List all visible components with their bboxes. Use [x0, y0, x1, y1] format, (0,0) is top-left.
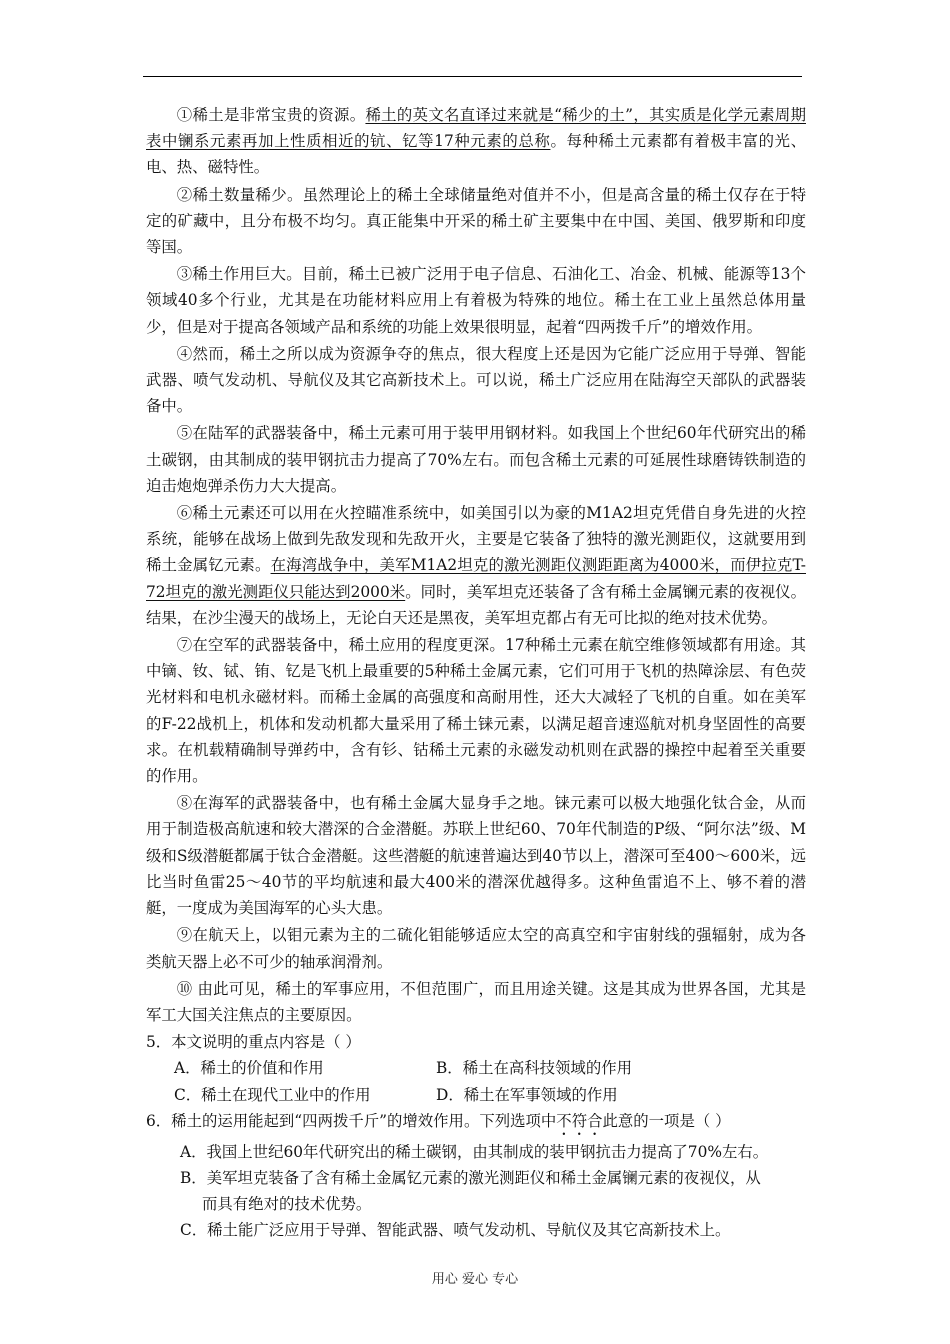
question-6-option-b-continued: 而具有绝对的技术优势。	[202, 1195, 372, 1214]
paragraph-2: ②稀土数量稀少。虽然理论上的稀土全球储量绝对值并不小，但是高含量的稀土仅存在于特定的矿藏中，且分布极不均匀。真正能集中开采的稀土矿主要集中在中国、美国、俄罗斯和印度等国。	[146, 185, 806, 257]
paragraph-1-tail: 。每种稀土元素都有着极丰富的光、电、热、磁特性。	[146, 132, 806, 177]
paragraph-10: ⑩ 由此可见，稀土的军事应用，不但范围广，而且用途关键。这是其成为世界各国，尤其是军工大国关注焦点的主要原因。	[146, 979, 806, 1024]
paragraph-6-underlined: 在海湾战争中，美军M1A2坦克的激光测距仪测距距离为4000米，而伊拉克T-72坦克的激光测距仪只能达到2000米	[146, 556, 806, 601]
question-6-stem-lead: 6．稀土的运用能起到“四两拨千斤”的增效作用。下列选项中	[146, 1111, 557, 1130]
paragraph-7: ⑦在空军的武器装备中，稀土应用的程度更深。17种稀土元素在航空维修领域都有用途。其中镝、钕、铽、铕、钇是飞机上最重要的5种稀土金属元素，它们可用于飞机的热障涂层、有色荧光材料和电机永磁材料。而稀土金属的高强度和高耐用性，还大大减轻了飞机的自重。如在美军的F-22战机上，机体和发动机都大量采用了稀土铼元素，以满足超音速巡航对机身坚固性的高要求。在机载精确制导弹药中，含有钐、钴稀土元素的永磁发动机则在武器的操控中起着至关重要的作用。	[146, 636, 806, 786]
paragraph-6	[146, 500, 806, 631]
question-5-options	[146, 1055, 806, 1107]
paragraph-1-underlined: 稀土的英文名直译过来就是“稀少的土”，其实质是化学元素周期表中镧系元素再加上性质相近的钪、钇等17种元素的总称	[146, 106, 806, 151]
paragraph-8: ⑧在海军的武器装备中，也有稀土金属大显身手之地。铼元素可以极大地强化钛合金，从而用于制造极高航速和较大潜深的合金潜艇。苏联上世纪60、70年代制造的P级、“阿尔法”级、M级和S级潜艇都属于钛合金潜艇。这些潜艇的航速普遍达到40节以上，潜深可至400～600米，远比当时鱼雷25～40节的平均航速和最大400米的潜深优越得多。这种鱼雷追不上、够不着的潜艇，一度成为美国海军的心头大患。	[146, 794, 806, 918]
paragraph-4: ④然而，稀土之所以成为资源争夺的焦点，很大程度上还是因为它能广泛应用于导弹、智能武器、喷气发动机、导航仪及其它高新技术上。可以说，稀土广泛应用在陆海空天部队的武器装备中。	[146, 344, 806, 416]
paragraph-6-tail: 。同时，美军坦克还装备了含有稀土金属镧元素的夜视仪。结果，在沙尘漫天的战场上，无论白天还是黑夜，美军坦克都占有无可比拟的绝对技术优势。	[146, 582, 806, 627]
paragraph-9: ⑨在航天上，以钼元素为主的二硫化钼能够适应太空的高真空和宇宙射线的强辐射，成为各类航天器上必不可少的轴承润滑剂。	[146, 926, 806, 971]
paragraph-3: ③稀土作用巨大。目前，稀土已被广泛用于电子信息、石油化工、冶金、机械、能源等13个领域40多个行业，尤其是在功能材料应用上有着极为特殊的地位。稀土在工业上虽然总体用量少，但是对于提高各领域产品和系统的功能上效果很明显，起着“四两拨千斤”的增效作用。	[146, 265, 806, 336]
header-rule	[143, 76, 802, 77]
paragraph-6-lead: ⑥稀土元素还可以用在火控瞄准系统中，如美国引以为豪的M1A2坦克凭借自身先进的火控系统，能够在战场上做到先敌发现和先敌开火，主要是它装备了独特的激光测距仪，这就要用到稀土金属钇元素。	[146, 504, 806, 575]
question-6-stem-tail: 此意的一项是（ ）	[602, 1111, 731, 1130]
question-6-option-a: A．我国上世纪60年代研究出的稀土碳钢，由其制成的装甲钢抗击力提高了70%左右。	[180, 1142, 769, 1161]
question-6-emphasis: 不符合	[556, 1111, 603, 1130]
paragraph-1-lead: ①稀土是非常宝贵的资源。	[176, 106, 366, 124]
question-5-option-a: A．稀土的价值和作用	[174, 1059, 324, 1078]
paragraph-1	[146, 102, 806, 181]
question-5-option-b: B．稀土在高科技领域的作用	[436, 1059, 632, 1078]
question-5-option-d: D．稀土在军事领域的作用	[436, 1085, 618, 1104]
question-6-stem	[146, 1108, 806, 1139]
question-5-stem: 5．本文说明的重点内容是（ ）	[146, 1033, 361, 1052]
page-footer: 用心 爱心 专心	[431, 1272, 519, 1287]
paragraph-5: ⑤在陆军的武器装备中，稀土元素可用于装甲用钢材料。如我国上个世纪60年代研究出的稀土碳钢，由其制成的装甲钢抗击力提高了70%左右。而包含稀土元素的可延展性球磨铸铁制造的迫击炮炮弹杀伤力大大提高。	[146, 424, 806, 495]
document-body	[146, 102, 806, 1244]
question-5-option-c: C．稀土在现代工业中的作用	[174, 1085, 371, 1104]
question-6-option-c: C．稀土能广泛应用于导弹、智能武器、喷气发动机、导航仪及其它高新技术上。	[180, 1221, 731, 1240]
question-6-option-b: B．美军坦克装备了含有稀土金属钇元素的激光测距仪和稀土金属镧元素的夜视仪，从	[180, 1168, 761, 1187]
